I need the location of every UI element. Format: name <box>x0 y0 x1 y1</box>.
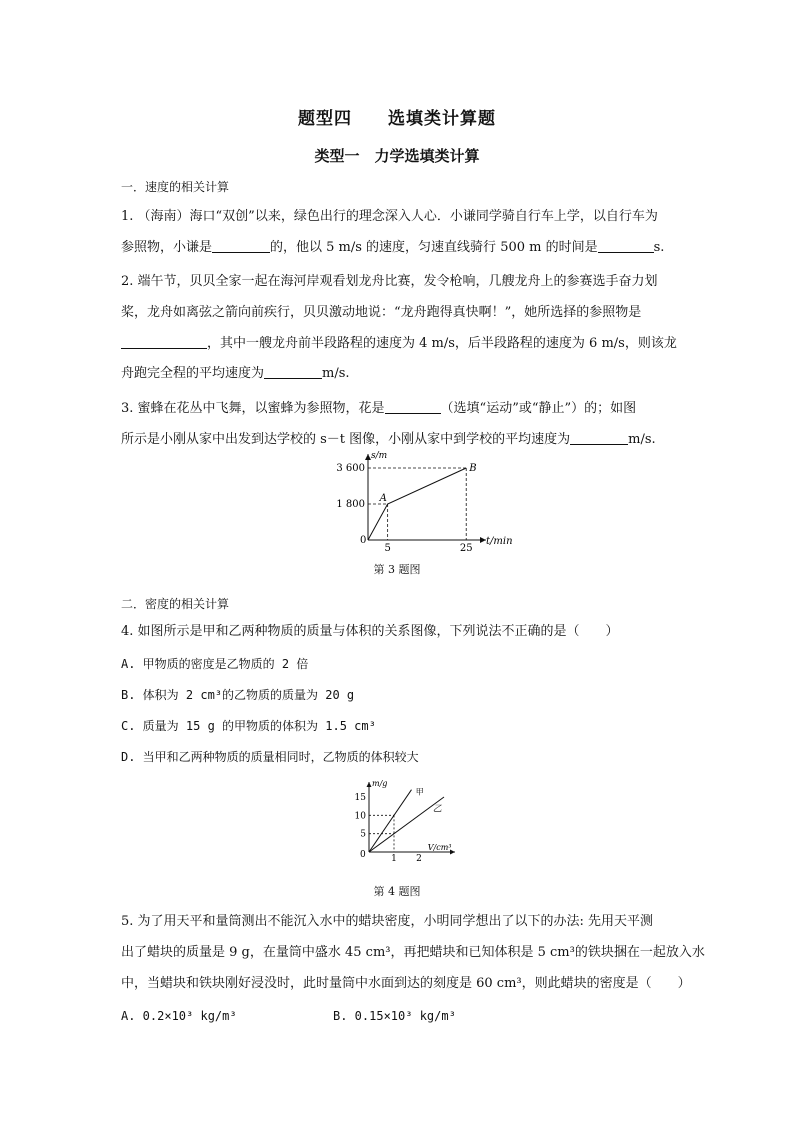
q1-text-c: s. <box>653 240 665 255</box>
q2-line1: 2. 端午节，贝贝全家一起在海河岸观看划龙舟比赛，发令枪响，几艘龙舟上的参赛选手奋力划 <box>121 274 658 289</box>
q2-blank-2[interactable] <box>264 364 322 379</box>
section-heading-density: 二．密度的相关计算 <box>121 597 230 611</box>
q4-option-d[interactable]: D. 当甲和乙两种物质的质量相同时，乙物质的体积较大 <box>121 750 419 764</box>
q4-option-b[interactable]: B. 体积为 2 cm³的乙物质的质量为 20 g <box>121 688 355 702</box>
q2-text-c: 舟跑完全程的平均速度为 <box>121 366 265 381</box>
fig3-point-a: A <box>379 493 387 504</box>
q3-line1 <box>121 397 636 416</box>
q4-stem: 4. 如图所示是甲和乙两种物质的质量与体积的关系图像，下列说法不正确的是（ ） <box>121 624 619 639</box>
fig3-series-line <box>368 468 466 540</box>
page-title: 题型四 选填类计算题 <box>298 109 496 129</box>
q1-line2 <box>121 236 664 255</box>
q2-line2: 桨，龙舟如离弦之箭向前疾行，贝贝激动地说：“龙舟跑得真快啊！”，她所选择的参照物是 <box>121 305 642 320</box>
q4-option-c[interactable]: C. 质量为 15 g 的甲物质的体积为 1.5 cm³ <box>121 719 376 733</box>
q5-line1: 5. 为了用天平和量筒测出不能沉入水中的蜡块密度，小明同学想出了以下的办法: 先用天平测 <box>121 914 654 929</box>
fig3-y-label: s/m <box>371 451 388 461</box>
page-subtitle: 类型一 力学选填类计算 <box>314 147 480 165</box>
q3-blank-2[interactable] <box>570 430 628 445</box>
q3-text-d: m/s. <box>628 432 656 447</box>
fig3-origin: 0 <box>360 535 367 546</box>
fig4-label-jia: 甲 <box>415 787 424 797</box>
q1-text-a: 参照物，小谦是 <box>121 240 213 255</box>
q1-blank-2[interactable] <box>598 238 654 253</box>
fig3-st-graph <box>330 448 513 558</box>
q1-text-b: 的，他以 5 m/s 的速度，匀速直线骑行 500 m 的时间是 <box>270 240 598 255</box>
fig3-y-tick-2: 3 600 <box>336 463 365 474</box>
fig4-mv-graph <box>345 778 470 868</box>
q3-text-b: （选填“运动”或“静止”）的；如图 <box>440 401 637 416</box>
fig3-y-tick-1: 1 800 <box>336 499 365 510</box>
section-heading-speed: 一．速度的相关计算 <box>121 180 230 194</box>
q1-line1: 1. （海南）海口“双创”以来，绿色出行的理念深入人心．小谦同学骑自行车上学，以自行车为 <box>121 209 658 224</box>
fig4-x-tick-2: 2 <box>416 854 422 864</box>
fig3-point-b: B <box>469 463 477 474</box>
fig4-y-tick-2: 10 <box>354 811 366 822</box>
fig4-label-yi: 乙 <box>432 804 442 815</box>
fig4-series-jia <box>369 790 412 852</box>
q2-blank-1[interactable] <box>121 334 207 349</box>
q3-line2 <box>121 428 656 447</box>
fig4-y-label: m/g <box>372 779 388 788</box>
fig4-x-tick-1: 1 <box>391 854 397 864</box>
q2-text-b: ，其中一艘龙舟前半段路程的速度为 4 m/s，后半段路程的速度为 6 m/s，则该龙 <box>207 336 677 351</box>
fig4-x-label: V/cm³ <box>427 843 452 852</box>
q3-text-c: 所示是小刚从家中出发到达学校的 s－t 图像，小刚从家中到学校的平均速度为 <box>121 432 571 447</box>
q2-line4 <box>121 362 350 381</box>
fig3-x-tick-1: 5 <box>384 543 391 554</box>
fig4-y-tick-1: 5 <box>360 829 366 840</box>
fig3-x-tick-2: 25 <box>459 543 473 554</box>
fig4-y-arrow <box>367 782 372 787</box>
fig4-origin: 0 <box>360 850 366 860</box>
q5-line2: 出了蜡块的质量是 9 g，在量筒中盛水 45 cm³，再把蜡块和已知体积是 5 cm³的铁块捆在一起放入水 <box>121 945 705 960</box>
q5-option-b[interactable]: B. 0.15×10³ kg/m³ <box>333 1009 456 1023</box>
q2-text-d: m/s. <box>322 366 350 381</box>
q1-blank-1[interactable] <box>212 238 270 253</box>
fig3-x-label: t/min <box>486 536 513 547</box>
q3-text-a: 3. 蜜蜂在花丛中飞舞，以蜜蜂为参照物，花是 <box>121 401 385 416</box>
q4-option-a[interactable]: A. 甲物质的密度是乙物质的 2 倍 <box>121 657 309 671</box>
q2-line3 <box>121 332 677 351</box>
fig4-y-tick-3: 15 <box>354 793 366 803</box>
q3-blank-1[interactable] <box>385 399 441 414</box>
fig4-caption: 第 4 题图 <box>373 885 421 898</box>
q5-option-a[interactable]: A. 0.2×10³ kg/m³ <box>121 1009 237 1023</box>
q5-line3: 中，当蜡块和铁块刚好浸没时，此时量筒中水面到达的刻度是 60 cm³，则此蜡块的密度是（ ） <box>121 976 691 991</box>
fig3-caption: 第 3 题图 <box>373 563 421 576</box>
